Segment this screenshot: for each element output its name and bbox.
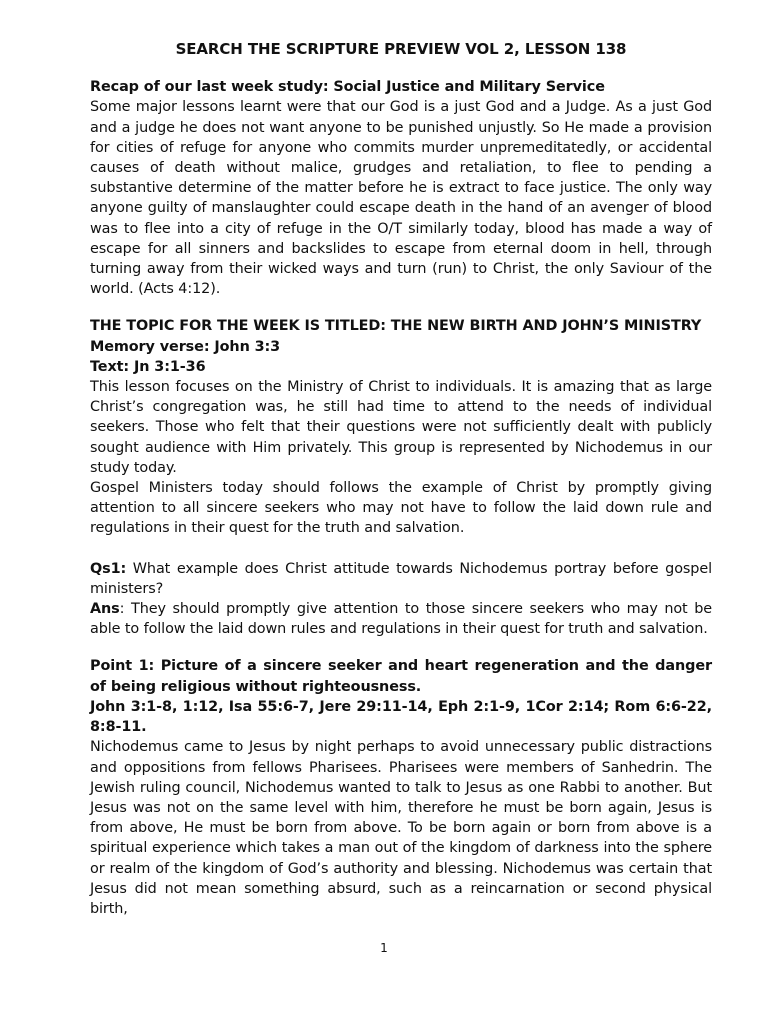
page-number: 1 bbox=[380, 941, 388, 955]
topic-heading: THE TOPIC FOR THE WEEK IS TITLED: THE NEW BIRTH AND JOHN’S MINISTRY bbox=[90, 318, 702, 335]
point1-scripture-references: John 3:1-8, 1:12, Isa 55:6-7, Jere 29:11-14, Eph 2:1-9, 1Cor 2:14; Rom 6:6-22, 8:8-11. bbox=[90, 698, 712, 736]
document-title: SEARCH THE SCRIPTURE PREVIEW VOL 2, LESSON 138 bbox=[175, 40, 627, 58]
recap-paragraph: Some major lessons learnt were that our God is a just God and a Judge. As a just God and a judge he does not want anyone to be punished unjustly. So He made a provision for cities of refuge for anyone who commits murder unpremeditatedly, or accidental causes of death without malice, grudges and retaliation, to flee to pending a substantive determine of the matter before he is extract to face justice. The only way anyone guilty of manslaughter could escape death in the hand of an avenger of blood was to flee into a city of refuge in the O/T similarly today, blood has made a way of escape for all sinners and backslides to escape from eternal doom in hell, through turning away from their wicked ways and turn (run) to Christ, the only Saviour of the world. (Acts 4:12). bbox=[90, 99, 712, 298]
question-1 bbox=[90, 559, 712, 599]
gospel-ministers-paragraph: Gospel Ministers today should follows the example of Christ by promptly giving attention to all sincere seekers who may not have to follow the laid down rule and regulations in their quest for the truth and salvation. bbox=[90, 480, 712, 537]
recap-heading: Recap of our last week study: Social Justice and Military Service bbox=[90, 79, 605, 96]
point1-paragraph: Nichodemus came to Jesus by night perhaps to avoid unnecessary public distractions and oppositions from fellows Pharisees. Pharisees were members of Sanhedrin. The Jewish ruling council, Nichodemus wanted to talk to Jesus as one Rabbi to another. But Jesus was not on the same level with him, therefore he must be born again, Jesus is from above, He must be born from above. To be born again or born from above is a spiritual experience which takes a man out of the kingdom of darkness into the sphere or realm of the kingdom of God’s authority and blessing. Nichodemus was certain that Jesus did not mean something absurd, such as a reincarnation or second physical birth, bbox=[90, 739, 712, 917]
answer-text: : They should promptly give attention to those sincere seekers who may not be able to follow the laid down rules and regulations in their quest for truth and salvation. bbox=[90, 601, 712, 638]
text-reference: Text: Jn 3:1-36 bbox=[90, 358, 206, 375]
document-page bbox=[90, 39, 712, 919]
answer-label: Ans bbox=[90, 601, 120, 618]
lesson-intro-paragraph: This lesson focuses on the Ministry of Christ to individuals. It is amazing that as large Christ’s congregation was, he still had time to attend to the needs of individual seekers. Those who felt that their questions were not sufficiently dealt with publicly sought audience with Him privately. This group is represented by Nichodemus in our study today. bbox=[90, 379, 712, 476]
memory-verse: Memory verse: John 3:3 bbox=[90, 338, 281, 355]
question-text: What example does Christ attitude towards Nichodemus portray before gospel ministers? bbox=[90, 560, 712, 597]
answer-1 bbox=[90, 599, 712, 639]
point1-heading: Point 1: Picture of a sincere seeker and heart regeneration and the danger of being religious without righteousness. bbox=[90, 658, 712, 695]
question-label: Qs1: bbox=[90, 560, 127, 577]
